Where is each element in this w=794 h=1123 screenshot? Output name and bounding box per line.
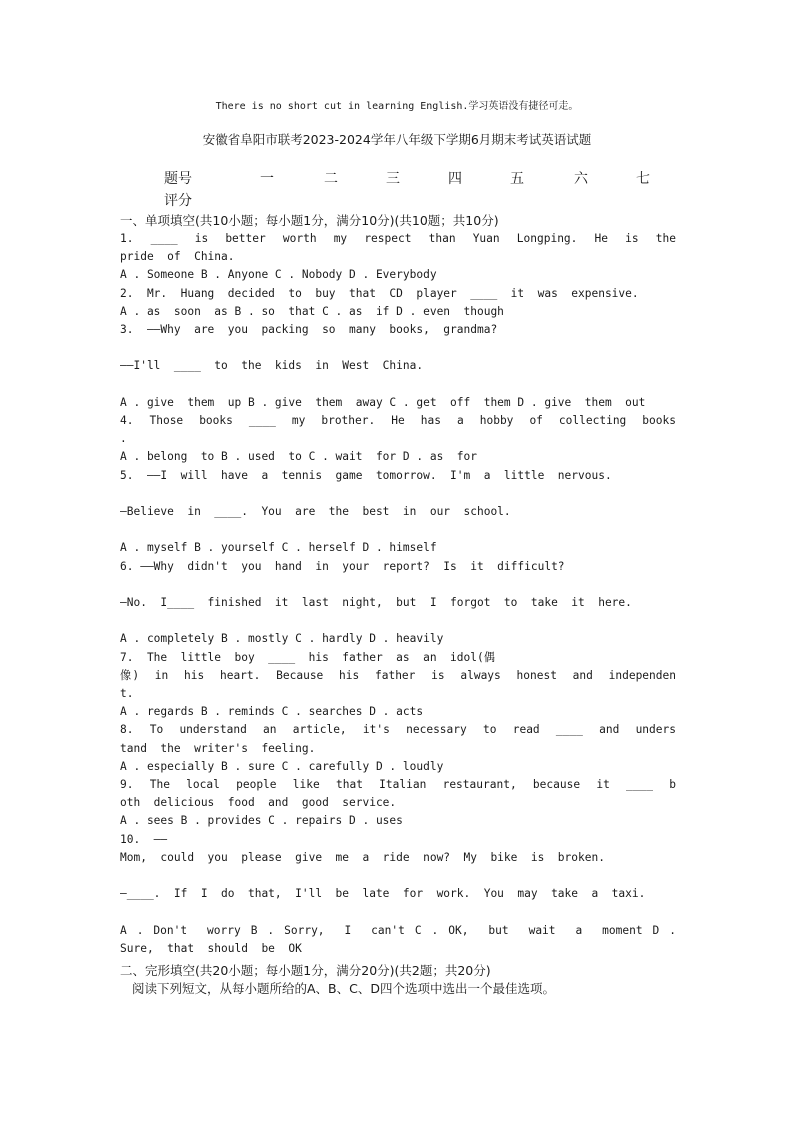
score-cell: 一: [260, 171, 274, 187]
exam-title: 安徽省阜阳市联考2023-2024学年八年级下学期6月期末考试英语试题: [202, 132, 592, 147]
score-header-row: [164, 168, 664, 188]
section2-instruction: 阅读下列短文，从每小题所给的A、B、C、D四个选项中选出一个最佳选项。: [132, 981, 555, 996]
question-line: —Believe in ____. You are the best in our school.: [120, 505, 511, 518]
score-cell: 四: [448, 171, 462, 187]
question-line: Sure, that should be OK: [120, 941, 302, 955]
question-line: 像) in his heart. Because his father is always honest and independen: [120, 668, 676, 682]
question-line: 7. The little boy ____ his father as an idol(偶: [120, 650, 495, 664]
question-line: tand the writer's feeling.: [120, 741, 316, 755]
question-line: 1. ____ is better worth my respect than Yuan Longping. He is the: [120, 232, 676, 245]
question-line: 3. ——Why are you packing so many books, grandma?: [120, 323, 498, 336]
question-line: 10. ——: [120, 832, 168, 846]
question-line: ——I'll ____ to the kids in West China.: [120, 359, 424, 373]
question-line: t.: [120, 687, 134, 700]
score-cell-label: 题号: [164, 171, 192, 187]
question-line: 2. Mr. Huang decided to buy that CD player ____ it was expensive.: [120, 286, 639, 300]
section2-heading: 二、完形填空(共20小题；每小题1分，满分20分)(共2题；共20分): [120, 963, 491, 978]
score-table: [164, 168, 664, 212]
answer-options: A . give them up B . give them away C . get off them D . give them out: [120, 395, 646, 409]
answer-options: A . Don't worry B . Sorry, I can't C . OK, but wait a moment D .: [120, 923, 676, 937]
question-line: oth delicious food and good service.: [120, 796, 397, 810]
question-line: —No. I____ finished it last night, but I forgot to take it here.: [120, 596, 632, 609]
score-cell: 七: [636, 171, 650, 187]
question-line: Mom, could you please give me a ride now? My bike is broken.: [120, 850, 605, 864]
score-cell: 三: [386, 171, 400, 187]
score-cell: 二: [324, 171, 338, 187]
section1-heading: 一、单项填空(共10小题；每小题1分，满分10分)(共10题；共10分): [120, 213, 499, 228]
question-line: 5. ——I will have a tennis game tomorrow. I'm a little nervous.: [120, 468, 612, 482]
question-line: 9. The local people like that Italian restaurant, because it ____ b: [120, 778, 676, 791]
score-cell: 五: [510, 171, 524, 187]
answer-options: A . belong to B . used to C . wait for D . as for: [120, 450, 477, 464]
answer-options: A . myself B . yourself C . herself D . himself: [120, 541, 437, 555]
question-line: 4. Those books ____ my brother. He has a hobby of collecting books: [120, 414, 676, 427]
answer-options: A . regards B . reminds C . searches D . acts: [120, 705, 424, 719]
question-line: —____. If I do that, I'll be late for work. You may take a taxi.: [120, 887, 646, 901]
score-grade-label: 评分: [164, 193, 192, 209]
answer-options: A . especially B . sure C . carefully D . loudly: [120, 759, 444, 773]
answer-options: A . Someone B . Anyone C . Nobody D . Everybody: [120, 268, 437, 282]
header-motto: There is no short cut in learning English.学习英语没有捷径可走。: [215, 101, 579, 112]
answer-options: A . as soon as B . so that C . as if D . even though: [120, 304, 504, 318]
answer-options: A . sees B . provides C . repairs D . uses: [120, 814, 403, 828]
question-line: pride of China.: [120, 250, 235, 264]
question-line: .: [120, 432, 127, 446]
question-line: 6. ——Why didn't you hand in your report? Is it difficult?: [120, 559, 565, 573]
score-cell: 六: [574, 171, 588, 187]
question-line: 8. To understand an article, it's necessary to read ____ and unders: [120, 723, 676, 737]
answer-options: A . completely B . mostly C . hardly D . heavily: [120, 632, 444, 646]
